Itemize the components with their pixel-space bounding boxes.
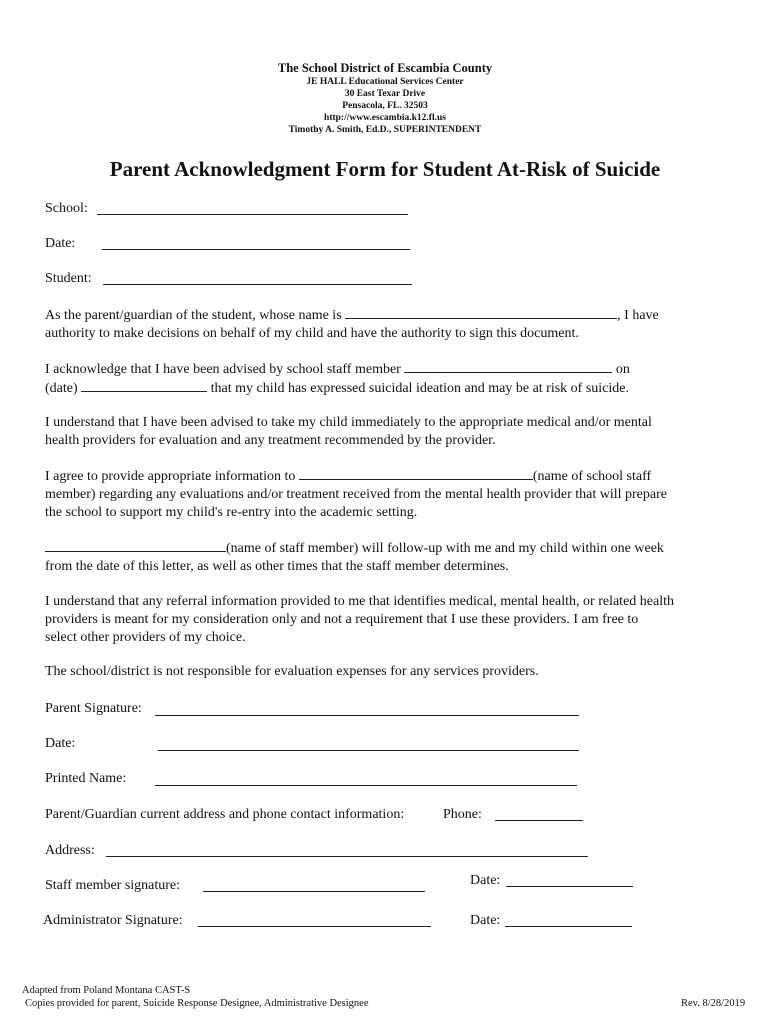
paragraph-advised bbox=[45, 414, 735, 450]
parent-signature-line bbox=[155, 715, 579, 716]
copies-note: Copies provided for parent, Suicide Response Designee, Administrative Designee bbox=[25, 998, 369, 1009]
admin-signature-label: Administrator Signature: bbox=[43, 913, 183, 928]
school-label: School: bbox=[45, 201, 88, 216]
admin-date-line bbox=[505, 926, 632, 927]
p4-text-b: (name of school staff bbox=[532, 469, 652, 484]
p4-text-c: member) regarding any evaluations and/or treatment received from the mental health provider that will prepare bbox=[45, 487, 667, 502]
paragraph-provide-info bbox=[45, 467, 735, 522]
superintendent: Timothy A. Smith, Ed.D., SUPERINTENDENT bbox=[288, 125, 482, 135]
page-title: Parent Acknowledgment Form for Student At-Risk of Suicide bbox=[109, 157, 661, 181]
p4-text-d: the school to support my child's re-entry into the academic setting. bbox=[45, 505, 418, 520]
p7-text: The school/district is not responsible for evaluation expenses for any services providers. bbox=[45, 664, 539, 679]
street-address: 30 East Texar Drive bbox=[344, 89, 426, 99]
staff-member-blank bbox=[404, 360, 612, 373]
p5-text-a: (name of staff member) will follow-up with me and my child within one week bbox=[226, 541, 664, 556]
address-label: Address: bbox=[45, 843, 95, 858]
p3-text-a: I understand that I have been advised to take my child immediately to the appropriate medical and/or mental bbox=[45, 415, 652, 430]
district-url: http://www.escambia.k12.fl.us bbox=[324, 113, 446, 123]
letterhead bbox=[0, 60, 770, 136]
date-blank bbox=[81, 379, 207, 392]
school-staff-blank bbox=[299, 467, 533, 480]
school-line bbox=[97, 214, 408, 215]
staff-date-line bbox=[506, 886, 633, 887]
p6-text-a: I understand that any referral information provided to me that identifies medical, mental health, or related health bbox=[45, 594, 674, 609]
staff-name-blank bbox=[45, 539, 226, 552]
printed-name-label: Printed Name: bbox=[45, 771, 127, 786]
student-name-blank bbox=[345, 306, 617, 319]
phone-label: Phone: bbox=[443, 807, 482, 822]
student-line bbox=[103, 284, 412, 285]
date-line bbox=[102, 249, 410, 250]
parent-date-line bbox=[158, 750, 579, 751]
contact-info-label: Parent/Guardian current address and phone contact information: bbox=[45, 807, 405, 822]
address-line bbox=[106, 856, 588, 857]
staff-date-label: Date: bbox=[470, 873, 501, 888]
parent-date-label: Date: bbox=[45, 736, 76, 751]
printed-name-line bbox=[155, 785, 577, 786]
paragraph-referral bbox=[45, 593, 735, 647]
student-label: Student: bbox=[45, 271, 92, 286]
admin-date-label: Date: bbox=[470, 913, 501, 928]
p1-text-c: authority to make decisions on behalf of my child and have the authority to sign this document. bbox=[45, 326, 579, 341]
district-name: The School District of Escambia County bbox=[277, 61, 493, 75]
paragraph-expenses bbox=[45, 663, 735, 681]
staff-signature-label: Staff member signature: bbox=[45, 878, 181, 893]
p2-text-c: (date) bbox=[45, 381, 78, 396]
phone-line bbox=[495, 820, 583, 821]
p4-text-a: I agree to provide appropriate information to bbox=[45, 469, 296, 484]
p6-text-b: providers is meant for my consideration only and not a requirement that I use these providers. I am free to bbox=[45, 612, 639, 627]
p1-text-b: , I have bbox=[617, 308, 659, 323]
p5-text-b: from the date of this letter, as well as other times that the staff member determines. bbox=[45, 559, 509, 574]
parent-signature-label: Parent Signature: bbox=[45, 701, 142, 716]
paragraph-authority bbox=[45, 306, 735, 343]
revision-date: Rev. 8/28/2019 bbox=[681, 998, 746, 1009]
p3-text-b: health providers for evaluation and any treatment recommended by the provider. bbox=[45, 433, 496, 448]
center-name: JE HALL Educational Services Center bbox=[306, 77, 464, 87]
staff-signature-line bbox=[203, 891, 425, 892]
adapted-note: Adapted from Poland Montana CAST-S bbox=[22, 985, 191, 996]
date-label: Date: bbox=[45, 236, 76, 251]
p2-text-d: that my child has expressed suicidal ideation and may be at risk of suicide. bbox=[210, 381, 629, 396]
p1-text-a: As the parent/guardian of the student, whose name is bbox=[45, 308, 342, 323]
p2-text-b: on bbox=[615, 362, 630, 377]
admin-signature-line bbox=[198, 926, 431, 927]
paragraph-follow-up bbox=[45, 539, 735, 576]
paragraph-acknowledge bbox=[45, 360, 735, 398]
city-address: Pensacola, FL. 32503 bbox=[342, 101, 428, 111]
p6-text-c: select other providers of my choice. bbox=[45, 630, 246, 645]
p2-text-a: I acknowledge that I have been advised by school staff member bbox=[45, 362, 401, 377]
